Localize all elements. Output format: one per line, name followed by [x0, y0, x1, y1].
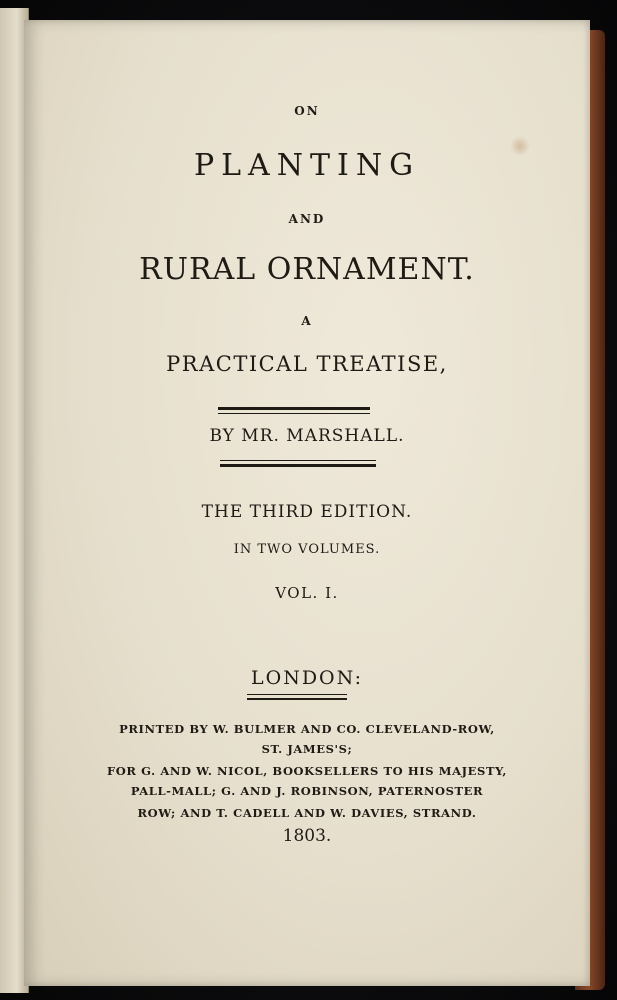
rule-thick: [218, 407, 370, 410]
rule-thin: [247, 694, 347, 695]
title-prep: ON: [294, 104, 320, 118]
title-article: A: [301, 314, 313, 328]
rule-thin: [220, 460, 376, 461]
title-line-1: PLANTING: [193, 148, 421, 183]
rule-thick: [220, 464, 376, 467]
publication-year: 1803.: [282, 826, 332, 846]
title-conj: AND: [288, 212, 326, 226]
rule-thick: [247, 698, 347, 700]
volume-number: VOL. I.: [275, 584, 339, 602]
title-page: [24, 20, 590, 986]
imprint-line: FOR G. AND W. NICOL, BOOKSELLERS TO HIS MAJESTY,: [106, 764, 508, 778]
title-line-2: RURAL ORNAMENT.: [139, 252, 475, 287]
edition-line: THE THIRD EDITION.: [201, 502, 413, 522]
volumes-line: IN TWO VOLUMES.: [233, 542, 381, 557]
imprint-line: ST. JAMES'S;: [261, 742, 353, 756]
imprint-city: LONDON:: [251, 667, 363, 689]
imprint-line: PRINTED BY W. BULMER AND CO. CLEVELAND-ROW,: [119, 722, 495, 736]
imprint-line: ROW; AND T. CADELL AND W. DAVIES, STRAND.: [137, 806, 477, 820]
imprint-line: PALL-MALL; G. AND J. ROBINSON, PATERNOSTER: [130, 784, 484, 798]
author-line: BY MR. MARSHALL.: [209, 426, 405, 446]
subtitle: PRACTICAL TREATISE,: [166, 352, 448, 376]
rule-thin: [218, 413, 370, 414]
